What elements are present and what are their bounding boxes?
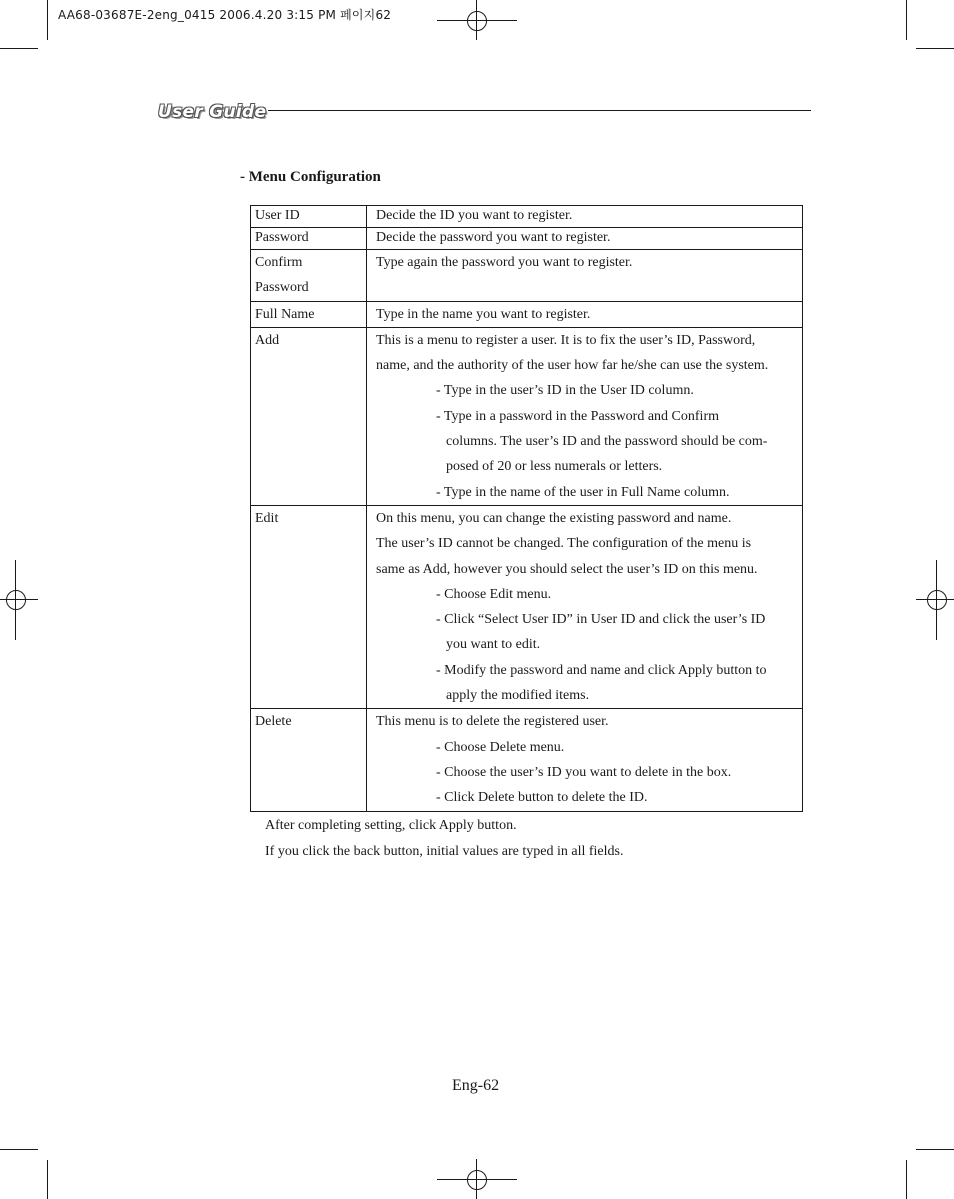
row-label: Password bbox=[251, 228, 367, 250]
crop-mark bbox=[47, 1160, 48, 1199]
table-row bbox=[251, 709, 803, 811]
description-line: - Modify the password and name and click Apply button to bbox=[436, 662, 767, 678]
row-description bbox=[367, 709, 803, 811]
row-label: Full Name bbox=[251, 301, 367, 327]
description-line: posed of 20 or less numerals or letters. bbox=[446, 459, 663, 475]
row-description: Decide the password you want to register. bbox=[367, 228, 803, 250]
row-label-line: Password bbox=[255, 280, 309, 296]
row-label: Edit bbox=[251, 505, 367, 708]
table-row bbox=[251, 301, 803, 327]
row-description bbox=[367, 505, 803, 708]
crop-mark bbox=[916, 48, 954, 49]
after-note-apply: After completing setting, click Apply button. bbox=[265, 818, 517, 833]
description-line: - Type in the user’s ID in the User ID column. bbox=[436, 383, 694, 399]
crop-mark bbox=[906, 0, 907, 40]
description-line: - Choose the user’s ID you want to delete in the box. bbox=[436, 764, 732, 780]
row-description bbox=[367, 327, 803, 505]
description-line: - Click Delete button to delete the ID. bbox=[436, 790, 648, 806]
description-line: apply the modified items. bbox=[446, 688, 590, 704]
table-row bbox=[251, 327, 803, 505]
table-row bbox=[251, 206, 803, 228]
description-line: - Type in a password in the Password and Confirm bbox=[436, 408, 720, 424]
description-line: columns. The user’s ID and the password should be com- bbox=[446, 434, 768, 450]
description-line: you want to edit. bbox=[446, 637, 541, 653]
description-line: - Type in the name of the user in Full Name column. bbox=[436, 484, 730, 500]
page-number: Eng-62 bbox=[452, 1077, 500, 1094]
description-line: This is a menu to register a user. It is to fix the user’s ID, Password, bbox=[376, 332, 756, 348]
menu-configuration-table bbox=[250, 205, 803, 812]
row-label: Delete bbox=[251, 709, 367, 811]
description-line: The user’s ID cannot be changed. The configuration of the menu is bbox=[376, 536, 752, 552]
crop-mark bbox=[0, 48, 38, 49]
description-line: name, and the authority of the user how far he/she can use the system. bbox=[376, 358, 769, 374]
description-line: - Choose Edit menu. bbox=[436, 586, 552, 602]
after-note-back: If you click the back button, initial values are typed in all fields. bbox=[265, 844, 624, 859]
table-row bbox=[251, 250, 803, 302]
row-description: Type again the password you want to register. bbox=[367, 250, 803, 302]
description-line: This menu is to delete the registered user. bbox=[376, 714, 609, 730]
crop-mark bbox=[47, 0, 48, 40]
description-line: same as Add, however you should select the user’s ID on this menu. bbox=[376, 561, 758, 577]
print-header: AA68-03687E-2eng_0415 2006.4.20 3:15 PM 페이지62 bbox=[58, 8, 392, 22]
description-line: - Click “Select User ID” in User ID and click the user’s ID bbox=[436, 612, 766, 628]
guide-title: User Guide bbox=[158, 102, 267, 122]
row-description: Type in the name you want to register. bbox=[367, 301, 803, 327]
crop-mark bbox=[906, 1160, 907, 1199]
table-row bbox=[251, 505, 803, 708]
crop-mark bbox=[0, 1149, 38, 1150]
section-title: - Menu Configuration bbox=[240, 169, 381, 185]
row-label: User ID bbox=[251, 206, 367, 228]
row-label-line: Confirm bbox=[255, 255, 303, 270]
header-rule bbox=[268, 110, 811, 111]
row-label bbox=[251, 250, 367, 302]
description-line: On this menu, you can change the existing password and name. bbox=[376, 510, 732, 526]
table-row bbox=[251, 228, 803, 250]
crop-mark bbox=[916, 1149, 954, 1150]
description-line: - Choose Delete menu. bbox=[436, 739, 565, 755]
row-description: Decide the ID you want to register. bbox=[367, 206, 803, 228]
row-label: Add bbox=[251, 327, 367, 505]
